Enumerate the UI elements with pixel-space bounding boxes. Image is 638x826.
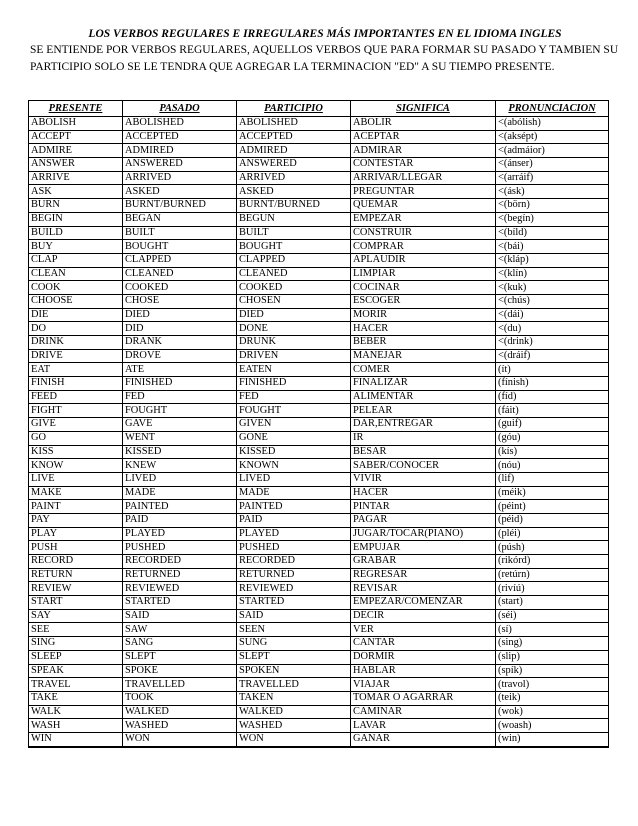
significa-cell: DAR,ENTREGAR xyxy=(351,418,496,432)
significa-cell: LAVAR xyxy=(351,719,496,733)
table-row xyxy=(29,431,609,445)
presente-cell: SAY xyxy=(29,609,123,623)
participio-cell: ACCEPTED xyxy=(237,130,351,144)
presente-cell: KNOW xyxy=(29,459,123,473)
pasado-cell: ARRIVED xyxy=(123,171,237,185)
participio-cell: SEEN xyxy=(237,623,351,637)
significa-cell: TOMAR O AGARRAR xyxy=(351,691,496,705)
significa-cell: REGRESAR xyxy=(351,568,496,582)
participio-cell: FINISHED xyxy=(237,377,351,391)
pronunciacion-cell: <(dráif) xyxy=(496,349,609,363)
pronunciacion-cell: (wok) xyxy=(496,705,609,719)
presente-cell: CLAP xyxy=(29,253,123,267)
table-row xyxy=(29,472,609,486)
significa-cell: ABOLIR xyxy=(351,117,496,131)
pasado-cell: ABOLISHED xyxy=(123,117,237,131)
participio-cell: TAKEN xyxy=(237,691,351,705)
significa-cell: QUEMAR xyxy=(351,199,496,213)
table-row xyxy=(29,130,609,144)
pronunciacion-cell: <(drink) xyxy=(496,336,609,350)
significa-cell: VIAJAR xyxy=(351,678,496,692)
presente-cell: MAKE xyxy=(29,486,123,500)
presente-cell: KISS xyxy=(29,445,123,459)
header-presente: PRESENTE xyxy=(29,101,123,117)
pronunciacion-cell: (start) xyxy=(496,596,609,610)
pronunciacion-cell: (góu) xyxy=(496,431,609,445)
pronunciacion-cell: (slip) xyxy=(496,650,609,664)
significa-cell: APLAUDIR xyxy=(351,253,496,267)
table-row xyxy=(29,568,609,582)
pasado-cell: RECORDED xyxy=(123,555,237,569)
presente-cell: ASK xyxy=(29,185,123,199)
significa-cell: MORIR xyxy=(351,308,496,322)
significa-cell: EMPEZAR/COMENZAR xyxy=(351,596,496,610)
pasado-cell: SPOKE xyxy=(123,664,237,678)
participio-cell: KISSED xyxy=(237,445,351,459)
table-row xyxy=(29,527,609,541)
pronunciacion-cell: <(dái) xyxy=(496,308,609,322)
participio-cell: CLAPPED xyxy=(237,253,351,267)
significa-cell: JUGAR/TOCAR(PIANO) xyxy=(351,527,496,541)
pasado-cell: KNEW xyxy=(123,459,237,473)
table-row xyxy=(29,294,609,308)
participio-cell: RECORDED xyxy=(237,555,351,569)
table-row xyxy=(29,500,609,514)
table-row xyxy=(29,212,609,226)
presente-cell: FIGHT xyxy=(29,404,123,418)
presente-cell: START xyxy=(29,596,123,610)
pasado-cell: SAW xyxy=(123,623,237,637)
pronunciacion-cell: (sing) xyxy=(496,637,609,651)
significa-cell: ARRIVAR/LLEGAR xyxy=(351,171,496,185)
pasado-cell: BUILT xyxy=(123,226,237,240)
significa-cell: VER xyxy=(351,623,496,637)
pasado-cell: DRANK xyxy=(123,336,237,350)
presente-cell: BUY xyxy=(29,240,123,254)
table-row xyxy=(29,555,609,569)
presente-cell: RECORD xyxy=(29,555,123,569)
presente-cell: DO xyxy=(29,322,123,336)
significa-cell: ALIMENTAR xyxy=(351,390,496,404)
table-row xyxy=(29,705,609,719)
table-row xyxy=(29,719,609,733)
pronunciacion-cell: (win) xyxy=(496,732,609,746)
pronunciacion-cell: <(admáior) xyxy=(496,144,609,158)
presente-cell: BURN xyxy=(29,199,123,213)
significa-cell: PINTAR xyxy=(351,500,496,514)
participio-cell: PAINTED xyxy=(237,500,351,514)
table-row xyxy=(29,144,609,158)
presente-cell: TRAVEL xyxy=(29,678,123,692)
table-row xyxy=(29,253,609,267)
pasado-cell: REVIEWED xyxy=(123,582,237,596)
pasado-cell: DROVE xyxy=(123,349,237,363)
participio-cell: SLEPT xyxy=(237,650,351,664)
pasado-cell: WASHED xyxy=(123,719,237,733)
pronunciacion-cell: <(klín) xyxy=(496,267,609,281)
significa-cell: HABLAR xyxy=(351,664,496,678)
pronunciacion-cell: (ít) xyxy=(496,363,609,377)
pronunciacion-cell: (lif) xyxy=(496,472,609,486)
table-row xyxy=(29,267,609,281)
table-row xyxy=(29,349,609,363)
presente-cell: ACCEPT xyxy=(29,130,123,144)
pasado-cell: PAID xyxy=(123,513,237,527)
pronunciacion-cell: <(arráif) xyxy=(496,171,609,185)
pronunciacion-cell: <(chús) xyxy=(496,294,609,308)
header-participio: PARTICIPIO xyxy=(237,101,351,117)
pronunciacion-cell: (péint) xyxy=(496,500,609,514)
pasado-cell: FED xyxy=(123,390,237,404)
pronunciacion-cell: (retúrn) xyxy=(496,568,609,582)
pronunciacion-cell: (fáit) xyxy=(496,404,609,418)
presente-cell: FINISH xyxy=(29,377,123,391)
presente-cell: SING xyxy=(29,637,123,651)
table-row xyxy=(29,377,609,391)
presente-cell: ANSWER xyxy=(29,158,123,172)
table-row xyxy=(29,117,609,131)
table-row xyxy=(29,623,609,637)
participio-cell: KNOWN xyxy=(237,459,351,473)
presente-cell: DRIVE xyxy=(29,349,123,363)
pronunciacion-cell: (fínish) xyxy=(496,377,609,391)
pronunciacion-cell: (pléi) xyxy=(496,527,609,541)
pasado-cell: KISSED xyxy=(123,445,237,459)
participio-cell: GONE xyxy=(237,431,351,445)
participio-cell: BOUGHT xyxy=(237,240,351,254)
significa-cell: BESAR xyxy=(351,445,496,459)
pasado-cell: ANSWERED xyxy=(123,158,237,172)
presente-cell: FEED xyxy=(29,390,123,404)
table-row xyxy=(29,445,609,459)
presente-cell: TAKE xyxy=(29,691,123,705)
participio-cell: DRUNK xyxy=(237,336,351,350)
presente-cell: COOK xyxy=(29,281,123,295)
participio-cell: TRAVELLED xyxy=(237,678,351,692)
participio-cell: DIED xyxy=(237,308,351,322)
participio-cell: SPOKEN xyxy=(237,664,351,678)
presente-cell: BUILD xyxy=(29,226,123,240)
pasado-cell: RETURNED xyxy=(123,568,237,582)
significa-cell: FINALIZAR xyxy=(351,377,496,391)
presente-cell: EAT xyxy=(29,363,123,377)
table-row xyxy=(29,650,609,664)
participio-cell: RETURNED xyxy=(237,568,351,582)
presente-cell: DRINK xyxy=(29,336,123,350)
pasado-cell: COOKED xyxy=(123,281,237,295)
pasado-cell: CHOSE xyxy=(123,294,237,308)
pronunciacion-cell: (séi) xyxy=(496,609,609,623)
participio-cell: COOKED xyxy=(237,281,351,295)
pronunciacion-cell: (guif) xyxy=(496,418,609,432)
significa-cell: ADMIRAR xyxy=(351,144,496,158)
presente-cell: LIVE xyxy=(29,472,123,486)
significa-cell: ACEPTAR xyxy=(351,130,496,144)
significa-cell: PELEAR xyxy=(351,404,496,418)
presente-cell: RETURN xyxy=(29,568,123,582)
participio-cell: EATEN xyxy=(237,363,351,377)
table-row xyxy=(29,637,609,651)
presente-cell: GIVE xyxy=(29,418,123,432)
pasado-cell: ASKED xyxy=(123,185,237,199)
pasado-cell: WALKED xyxy=(123,705,237,719)
pasado-cell: PLAYED xyxy=(123,527,237,541)
pasado-cell: BOUGHT xyxy=(123,240,237,254)
pronunciacion-cell: <(aksépt) xyxy=(496,130,609,144)
participio-cell: SAID xyxy=(237,609,351,623)
table-row xyxy=(29,541,609,555)
pasado-cell: WENT xyxy=(123,431,237,445)
pasado-cell: LIVED xyxy=(123,472,237,486)
participio-cell: ADMIRED xyxy=(237,144,351,158)
participio-cell: WALKED xyxy=(237,705,351,719)
significa-cell: SABER/CONOCER xyxy=(351,459,496,473)
table-row xyxy=(29,281,609,295)
presente-cell: SPEAK xyxy=(29,664,123,678)
presente-cell: PAY xyxy=(29,513,123,527)
significa-cell: REVISAR xyxy=(351,582,496,596)
presente-cell: CHOOSE xyxy=(29,294,123,308)
header-pasado: PASADO xyxy=(123,101,237,117)
significa-cell: EMPUJAR xyxy=(351,541,496,555)
participio-cell: BEGUN xyxy=(237,212,351,226)
presente-cell: ARRIVE xyxy=(29,171,123,185)
presente-cell: SEE xyxy=(29,623,123,637)
participio-cell: CHOSEN xyxy=(237,294,351,308)
pronunciacion-cell: (méik) xyxy=(496,486,609,500)
significa-cell: COCINAR xyxy=(351,281,496,295)
table-row xyxy=(29,322,609,336)
table-row xyxy=(29,336,609,350)
presente-cell: ABOLISH xyxy=(29,117,123,131)
pasado-cell: FINISHED xyxy=(123,377,237,391)
table-row xyxy=(29,596,609,610)
pronunciacion-cell: (woash) xyxy=(496,719,609,733)
participio-cell: GIVEN xyxy=(237,418,351,432)
pasado-cell: PAINTED xyxy=(123,500,237,514)
pronunciacion-cell: <(börn) xyxy=(496,199,609,213)
pronunciacion-cell: <(ánser) xyxy=(496,158,609,172)
page-title: LOS VERBOS REGULARES E IRREGULARES MÁS IMPORTANTES EN EL IDIOMA INGLES xyxy=(88,28,562,40)
significa-cell: COMER xyxy=(351,363,496,377)
participio-cell: ANSWERED xyxy=(237,158,351,172)
table-row xyxy=(29,582,609,596)
pronunciacion-cell: (kís) xyxy=(496,445,609,459)
pronunciacion-cell: <(bíld) xyxy=(496,226,609,240)
pasado-cell: ACCEPTED xyxy=(123,130,237,144)
significa-cell: CAMINAR xyxy=(351,705,496,719)
table-row xyxy=(29,185,609,199)
participio-cell: BUILT xyxy=(237,226,351,240)
significa-cell: PREGUNTAR xyxy=(351,185,496,199)
participio-cell: DRIVEN xyxy=(237,349,351,363)
table-row xyxy=(29,732,609,746)
participio-cell: FOUGHT xyxy=(237,404,351,418)
pasado-cell: DIED xyxy=(123,308,237,322)
pasado-cell: STARTED xyxy=(123,596,237,610)
pronunciacion-cell: (teik) xyxy=(496,691,609,705)
presente-cell: WASH xyxy=(29,719,123,733)
table-body xyxy=(29,117,609,747)
pronunciacion-cell: (púsh) xyxy=(496,541,609,555)
presente-cell: PUSH xyxy=(29,541,123,555)
participio-cell: DONE xyxy=(237,322,351,336)
table-row xyxy=(29,418,609,432)
participio-cell: PAID xyxy=(237,513,351,527)
pronunciacion-cell: <(begín) xyxy=(496,212,609,226)
significa-cell: LIMPIAR xyxy=(351,267,496,281)
pronunciacion-cell: (sí) xyxy=(496,623,609,637)
presente-cell: WALK xyxy=(29,705,123,719)
table-row xyxy=(29,459,609,473)
pronunciacion-cell: <(kuk) xyxy=(496,281,609,295)
table-row xyxy=(29,363,609,377)
presente-cell: ADMIRE xyxy=(29,144,123,158)
pasado-cell: BURNT/BURNED xyxy=(123,199,237,213)
participio-cell: ARRIVED xyxy=(237,171,351,185)
significa-cell: BEBER xyxy=(351,336,496,350)
table-header-row xyxy=(29,101,609,117)
pasado-cell: FOUGHT xyxy=(123,404,237,418)
significa-cell: HACER xyxy=(351,322,496,336)
pronunciacion-cell: <(bái) xyxy=(496,240,609,254)
participio-cell: CLEANED xyxy=(237,267,351,281)
pasado-cell: DID xyxy=(123,322,237,336)
participio-cell: STARTED xyxy=(237,596,351,610)
pronunciacion-cell: (spík) xyxy=(496,664,609,678)
pronunciacion-cell: (nóu) xyxy=(496,459,609,473)
pasado-cell: ATE xyxy=(123,363,237,377)
significa-cell: CONTESTAR xyxy=(351,158,496,172)
table-row xyxy=(29,240,609,254)
significa-cell: CANTAR xyxy=(351,637,496,651)
significa-cell: IR xyxy=(351,431,496,445)
pasado-cell: SAID xyxy=(123,609,237,623)
significa-cell: ESCOGER xyxy=(351,294,496,308)
participio-cell: PUSHED xyxy=(237,541,351,555)
pronunciacion-cell: (rivíú) xyxy=(496,582,609,596)
table-row xyxy=(29,226,609,240)
table-row xyxy=(29,199,609,213)
pasado-cell: TOOK xyxy=(123,691,237,705)
participio-cell: WON xyxy=(237,732,351,746)
pronunciacion-cell: <(ásk) xyxy=(496,185,609,199)
significa-cell: GANAR xyxy=(351,732,496,746)
presente-cell: DIE xyxy=(29,308,123,322)
table-row xyxy=(29,390,609,404)
pronunciacion-cell: (péid) xyxy=(496,513,609,527)
significa-cell: PAGAR xyxy=(351,513,496,527)
participio-cell: FED xyxy=(237,390,351,404)
pasado-cell: WON xyxy=(123,732,237,746)
presente-cell: GO xyxy=(29,431,123,445)
header-pronunciacion: PRONUNCIACION xyxy=(496,101,609,117)
pronunciacion-cell: (rikórd) xyxy=(496,555,609,569)
significa-cell: MANEJAR xyxy=(351,349,496,363)
significa-cell: CONSTRUIR xyxy=(351,226,496,240)
verbs-table xyxy=(28,100,609,748)
table-row xyxy=(29,158,609,172)
participio-cell: ABOLISHED xyxy=(237,117,351,131)
significa-cell: EMPEZAR xyxy=(351,212,496,226)
presente-cell: REVIEW xyxy=(29,582,123,596)
table-row xyxy=(29,171,609,185)
pasado-cell: TRAVELLED xyxy=(123,678,237,692)
presente-cell: SLEEP xyxy=(29,650,123,664)
significa-cell: DECIR xyxy=(351,609,496,623)
intro-paragraph: SE ENTIENDE POR VERBOS REGULARES, AQUELLOS VERBOS QUE PARA FORMAR SU PASADO Y TAMBIEN SU PARTICIPIO SOLO SE LE TENDRA QUE AGREGAR LA TERMINACION "ED" A SU TIEMPO PRESENTE. xyxy=(30,44,619,73)
significa-cell: HACER xyxy=(351,486,496,500)
pasado-cell: PUSHED xyxy=(123,541,237,555)
table-row xyxy=(29,404,609,418)
pasado-cell: BEGAN xyxy=(123,212,237,226)
pasado-cell: CLAPPED xyxy=(123,253,237,267)
participio-cell: LIVED xyxy=(237,472,351,486)
table-row xyxy=(29,486,609,500)
pasado-cell: CLEANED xyxy=(123,267,237,281)
participio-cell: MADE xyxy=(237,486,351,500)
participio-cell: BURNT/BURNED xyxy=(237,199,351,213)
table-row xyxy=(29,678,609,692)
pasado-cell: SLEPT xyxy=(123,650,237,664)
pronunciacion-cell: <(abólish) xyxy=(496,117,609,131)
pasado-cell: MADE xyxy=(123,486,237,500)
pronunciacion-cell: (travol) xyxy=(496,678,609,692)
pasado-cell: ADMIRED xyxy=(123,144,237,158)
table-row xyxy=(29,609,609,623)
significa-cell: VIVIR xyxy=(351,472,496,486)
participio-cell: ASKED xyxy=(237,185,351,199)
pasado-cell: GAVE xyxy=(123,418,237,432)
table-row xyxy=(29,691,609,705)
pronunciacion-cell: (fíd) xyxy=(496,390,609,404)
table-row xyxy=(29,664,609,678)
significa-cell: DORMIR xyxy=(351,650,496,664)
pasado-cell: SANG xyxy=(123,637,237,651)
presente-cell: PLAY xyxy=(29,527,123,541)
participio-cell: WASHED xyxy=(237,719,351,733)
presente-cell: WIN xyxy=(29,732,123,746)
pronunciacion-cell: <(kláp) xyxy=(496,253,609,267)
participio-cell: SUNG xyxy=(237,637,351,651)
presente-cell: BEGIN xyxy=(29,212,123,226)
participio-cell: REVIEWED xyxy=(237,582,351,596)
header-significa: SIGNIFICA xyxy=(351,101,496,117)
pronunciacion-cell: <(du) xyxy=(496,322,609,336)
table-row xyxy=(29,513,609,527)
participio-cell: PLAYED xyxy=(237,527,351,541)
presente-cell: PAINT xyxy=(29,500,123,514)
presente-cell: CLEAN xyxy=(29,267,123,281)
significa-cell: COMPRAR xyxy=(351,240,496,254)
table-row xyxy=(29,308,609,322)
significa-cell: GRABAR xyxy=(351,555,496,569)
